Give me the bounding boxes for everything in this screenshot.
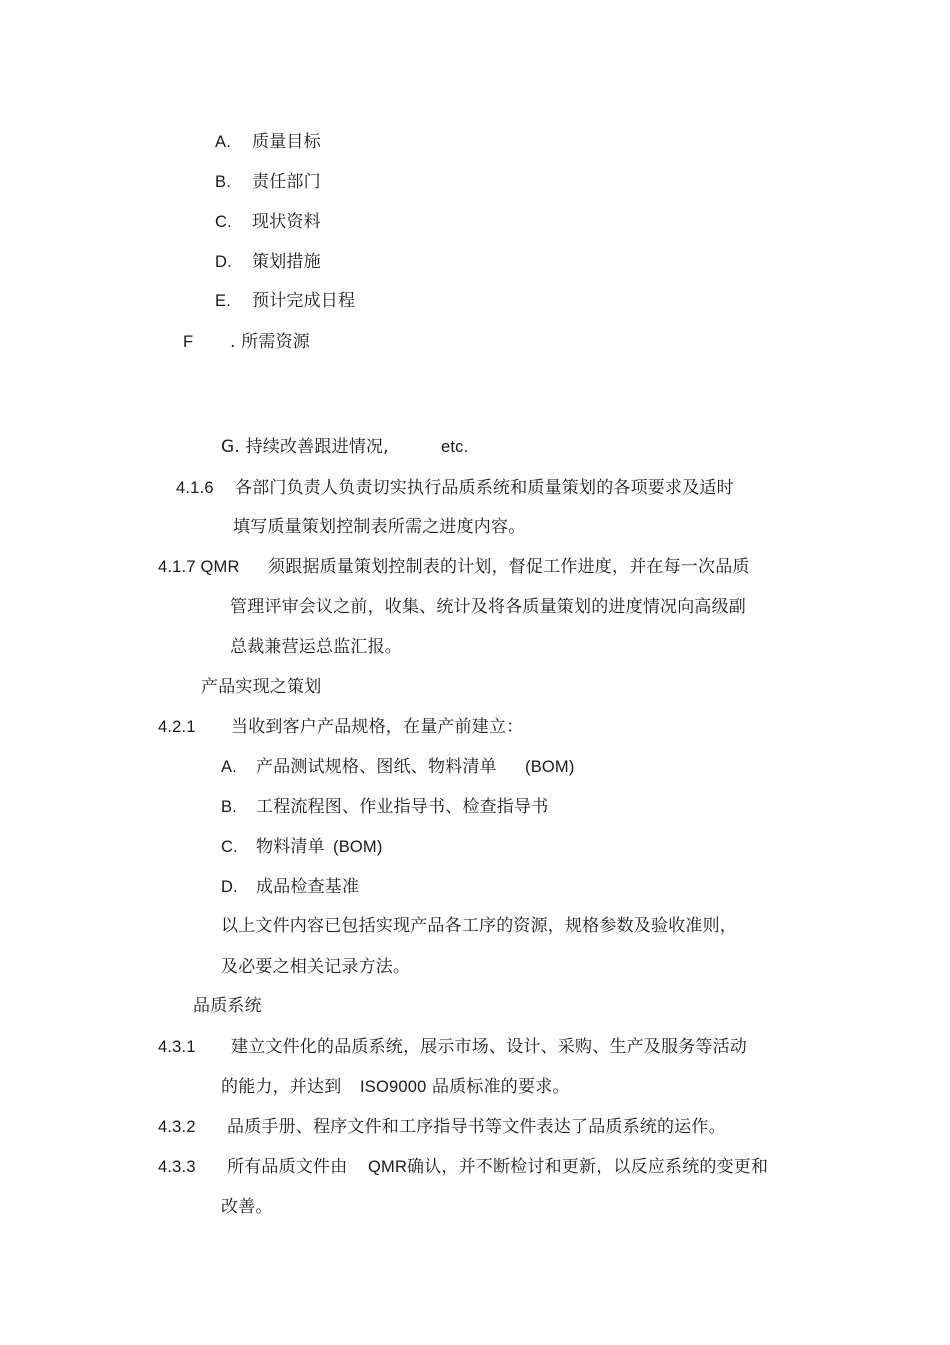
- section-4-2-1-text: 当收到客户产品规格，在量产前建立：: [231, 717, 524, 737]
- list-item-expected-schedule: 预计完成日程: [252, 291, 356, 311]
- list-item-required-resources: . 所需资源: [230, 332, 311, 352]
- section-number-4-3-2: 4.3.2: [158, 1118, 196, 1136]
- section-number-4-3-1: 4.3.1: [158, 1038, 196, 1056]
- list-marker-e: E.: [215, 292, 231, 310]
- list-marker-f: F: [183, 333, 194, 351]
- list2-marker-b: B.: [221, 798, 237, 816]
- list-marker-d: D.: [215, 253, 232, 271]
- list-marker-b: B.: [215, 173, 231, 191]
- section-4-3-3-line2: 改善。: [221, 1197, 273, 1217]
- section-4-3-3-line1a: 所有品质文件由: [227, 1157, 348, 1177]
- section-number-4-3-3: 4.3.3: [158, 1158, 196, 1176]
- heading-product-realization-planning: 产品实现之策划: [201, 677, 322, 697]
- section-4-1-6-line1: 各部门负责人负责切实执行品质系统和质量策划的各项要求及适时: [235, 478, 734, 498]
- section-number-4-1-7: 4.1.7 QMR: [158, 558, 240, 576]
- section-4-3-1-line2c: 品质标准的要求。: [432, 1077, 570, 1097]
- list-marker-c: C.: [215, 213, 232, 231]
- section-4-3-1-line2a: 的能力，并达到: [221, 1077, 342, 1097]
- list-marker-a: A.: [215, 133, 231, 151]
- list2-item-process-flow: 工程流程图、作业指导书、检查指导书: [256, 797, 549, 817]
- section-4-3-1-line1: 建立文件化的品质系统，展示市场、设计、采购、生产及服务等活动: [231, 1037, 747, 1057]
- section-4-3-3-line1c: 确认，并不断检讨和更新，以反应系统的变更和: [407, 1157, 769, 1177]
- list2-marker-d: D.: [221, 878, 238, 896]
- list-item-quality-goal: 质量目标: [252, 132, 321, 152]
- list2-item-bom-c: (BOM): [333, 838, 383, 856]
- section-4-3-2-text: 品质手册、程序文件和工序指导书等文件表达了品质系统的运作。: [227, 1117, 726, 1137]
- section-4-1-7-line2: 管理评审会议之前，收集、统计及将各质量策划的进度情况向高级副: [230, 597, 746, 617]
- section-4-3-3-qmr: QMR: [368, 1158, 408, 1176]
- list2-item-bom-a: (BOM): [525, 758, 575, 776]
- list-item-responsible-dept: 责任部门: [252, 172, 321, 192]
- para-4-2-line2: 及必要之相关记录方法。: [221, 957, 411, 977]
- section-number-4-1-6: 4.1.6: [176, 479, 214, 497]
- list2-item-material-list: 物料清单: [256, 837, 325, 857]
- section-number-4-2-1: 4.2.1: [158, 718, 196, 736]
- section-4-1-6-line2: 填写质量策划控制表所需之进度内容。: [233, 517, 526, 537]
- list-item-continuous-improvement: G. 持续改善跟进情况,: [221, 437, 389, 457]
- list-item-etc: etc.: [441, 438, 469, 456]
- section-4-1-7-line3: 总裁兼营运总监汇报。: [230, 637, 402, 657]
- section-4-3-1-iso9000: ISO9000: [360, 1078, 427, 1096]
- list2-marker-c: C.: [221, 838, 238, 856]
- heading-quality-system: 品质系统: [193, 996, 262, 1016]
- list2-marker-a: A.: [221, 758, 237, 776]
- section-4-1-7-line1: 须跟据质量策划控制表的计划，督促工作进度，并在每一次品质: [268, 557, 750, 577]
- list-item-status-data: 现状资料: [252, 212, 321, 232]
- list2-item-test-spec: 产品测试规格、图纸、物料清单: [256, 757, 497, 777]
- list2-item-inspection-criteria: 成品检查基准: [256, 877, 360, 897]
- para-4-2-line1: 以上文件内容已包括实现产品各工序的资源，规格参数及验收准则，: [221, 916, 737, 936]
- list-item-planning-measures: 策划措施: [252, 252, 321, 272]
